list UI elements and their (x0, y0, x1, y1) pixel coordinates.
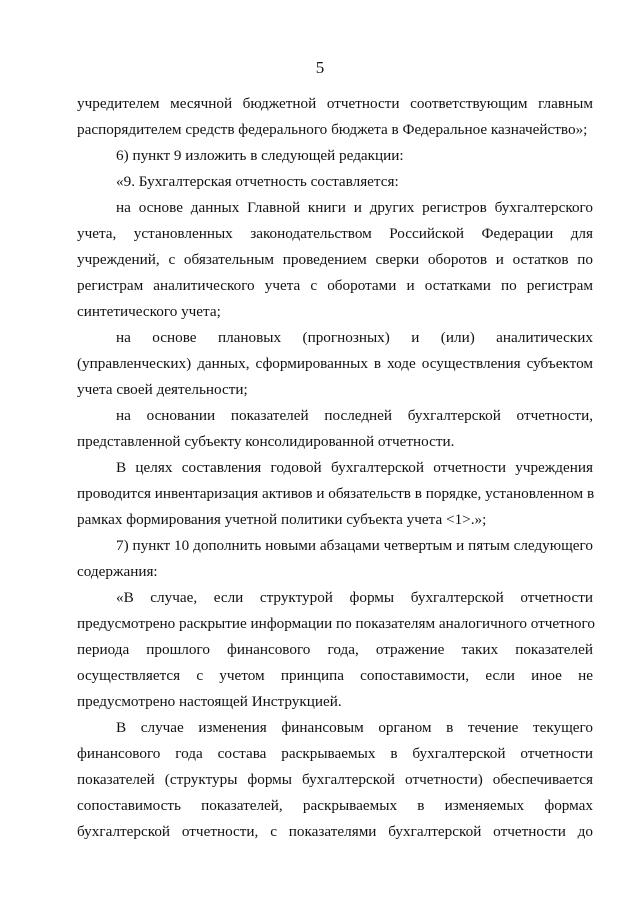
text-line: осуществляется с учетом принципа сопоставимости, если иное не (77, 667, 593, 684)
text-line: синтетического учета; (77, 303, 221, 320)
text-line: предусмотрено раскрытие информации по показателям аналогичного отчетного (77, 615, 595, 632)
text-line: (управленческих) данных, сформированных в ходе осуществления субъектом (77, 355, 593, 372)
text-line: учета своей деятельности; (77, 381, 248, 398)
text-line: учета, установленных законодательством Российской Федерации для (77, 225, 593, 242)
text-line: «9. Бухгалтерская отчетность составляется: (116, 173, 399, 190)
text-line: В случае изменения финансовым органом в течение текущего (116, 719, 593, 736)
text-line: финансового года состава раскрываемых в бухгалтерской отчетности (77, 745, 593, 762)
text-line: содержания: (77, 563, 158, 580)
text-line: представленной субъекту консолидированной отчетности. (77, 433, 455, 450)
text-line: проводится инвентаризация активов и обязательств в порядке, установленном в (77, 485, 595, 502)
text-line: показателей (структуры формы бухгалтерской отчетности) обеспечивается (77, 771, 593, 788)
text-line: бухгалтерской отчетности, с показателями бухгалтерской отчетности до (77, 823, 593, 840)
text-line: регистрам аналитического учета с оборотами и остатками по регистрам (77, 277, 593, 294)
text-line: сопоставимость показателей, раскрываемых в изменяемых формах (77, 797, 593, 814)
text-line: на основании показателей последней бухгалтерской отчетности, (116, 407, 593, 424)
text-line: предусмотрено настоящей Инструкцией. (77, 693, 342, 710)
text-line: рамках формирования учетной политики субъекта учета <1>.»; (77, 511, 487, 528)
text-line: 6) пункт 9 изложить в следующей редакции: (116, 147, 404, 164)
page-number: 5 (315, 58, 325, 77)
text-line: учреждений, с обязательным проведением сверки оборотов и остатков по (77, 251, 593, 268)
text-line: распорядителем средств федерального бюджета в Федеральное казначейство»; (77, 121, 588, 138)
text-line: на основе данных Главной книги и других регистров бухгалтерского (116, 199, 593, 216)
text-line: В целях составления годовой бухгалтерской отчетности учреждения (116, 459, 593, 476)
text-line: 7) пункт 10 дополнить новыми абзацами четвертым и пятым следующего (116, 537, 593, 554)
text-line: на основе плановых (прогнозных) и (или) аналитических (116, 329, 593, 346)
text-line: периода прошлого финансового года, отражение таких показателей (77, 641, 593, 658)
text-line: учредителем месячной бюджетной отчетности соответствующим главным (77, 95, 593, 112)
text-line: «В случае, если структурой формы бухгалтерской отчетности (116, 589, 593, 606)
